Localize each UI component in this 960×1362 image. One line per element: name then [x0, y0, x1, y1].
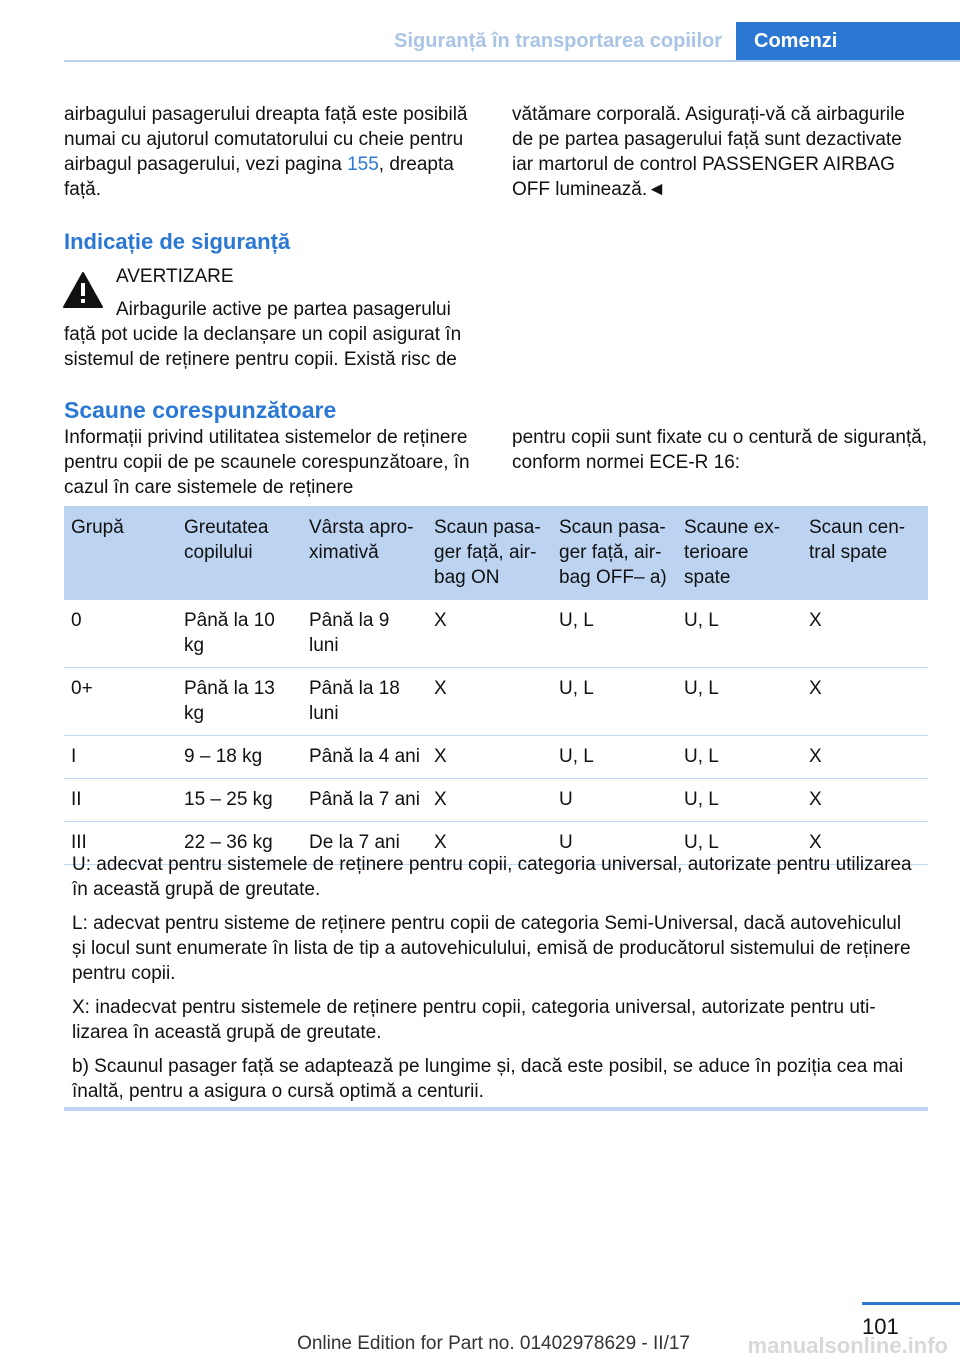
- header-cell: Scaun pasager față, airbag ON: [427, 506, 552, 600]
- header-cell: Scaun pasager față, airbag OFF– a): [552, 506, 677, 600]
- table-cell: U, L: [677, 779, 802, 822]
- intro-left-paragraph: [64, 102, 482, 202]
- header-cell: Vârsta aproximativă: [302, 506, 427, 600]
- table-row: [64, 668, 928, 736]
- intro-left-text-end: , dreapta față.: [64, 154, 454, 200]
- table-cell: X: [802, 822, 928, 865]
- table-cell: U: [552, 779, 677, 822]
- table-cell: X: [427, 779, 552, 822]
- footnote-l: L: adecvat pentru sisteme de reținere pentru copii de categoria Semi-Universal, dacă autovehiculul și locul sunt enumerate în lista de tip a autovehiculului, emisă de producătorul sistemului de reținere pentru copii.: [72, 913, 911, 984]
- header-cell: Greutatea copilului: [177, 506, 302, 600]
- table-cell: Până la 18 luni: [302, 668, 427, 736]
- table-cell: U, L: [677, 736, 802, 779]
- table-cell: De la 7 ani: [302, 822, 427, 865]
- table-header-row: [64, 506, 928, 600]
- child-seat-table: [64, 506, 928, 865]
- table-cell: U: [552, 822, 677, 865]
- table-cell: III: [64, 822, 177, 865]
- footnote-u: U: adecvat pentru sistemele de reținere pentru copii, categoria universal, autorizate pentru utilizarea în această grupă de greutate.: [72, 854, 912, 900]
- warning-title: AVERTIZARE: [116, 266, 234, 287]
- table-row: [64, 736, 928, 779]
- table-row: [64, 779, 928, 822]
- table-cell: X: [802, 668, 928, 736]
- seats-left-column: [64, 425, 482, 500]
- table-cell: 0: [64, 600, 177, 668]
- intro-left-text: airbagului pasagerului dreapta față este posibilă numai cu ajutorul comutatorului cu cheie pentru airbagul pasagerului, vezi pagina: [64, 104, 468, 175]
- intro-left-column: [64, 102, 482, 202]
- table-cell: Până la 7 ani: [302, 779, 427, 822]
- footer-divider: [862, 1302, 960, 1305]
- table-cell: U, L: [677, 668, 802, 736]
- table-cell: X: [427, 736, 552, 779]
- table-cell: Până la 13 kg: [177, 668, 302, 736]
- table-cell: 22 – 36 kg: [177, 822, 302, 865]
- table-cell: X: [802, 600, 928, 668]
- table-cell: X: [427, 668, 552, 736]
- table-cell: 15 – 25 kg: [177, 779, 302, 822]
- watermark-logo: manualsonline.info: [747, 1333, 948, 1358]
- table-cell: II: [64, 779, 177, 822]
- table-cell: U, L: [552, 668, 677, 736]
- table-cell: U, L: [552, 736, 677, 779]
- table-bottom-bar: [64, 1107, 928, 1111]
- intro-right-column: [512, 102, 928, 202]
- footnote-x: X: inadecvat pentru sistemele de reținere pentru copii, categoria universal, autorizate pentru utilizarea în această grupă de greutate.: [72, 997, 876, 1043]
- header-cell: Scaune exterioare spate: [677, 506, 802, 600]
- table-cell: X: [802, 736, 928, 779]
- seats-right-column: [512, 425, 928, 475]
- table-footnotes: [72, 852, 920, 1113]
- table-cell: X: [427, 600, 552, 668]
- page-number: 101: [862, 1314, 899, 1339]
- table-cell: I: [64, 736, 177, 779]
- table-cell: 9 – 18 kg: [177, 736, 302, 779]
- warning-text: Airbagurile active pe partea pasagerului față pot ucide la declanșare un copil asigurat în sistemul de reținere pentru copii. Există risc de: [64, 299, 462, 370]
- header-cell: Grupă: [64, 506, 177, 600]
- table-row: [64, 600, 928, 668]
- page-link-155[interactable]: 155: [347, 154, 379, 175]
- seats-right-paragraph: pentru copii sunt fixate cu o centură de siguranță, conform normei ECE-R 16:: [512, 427, 928, 473]
- safety-heading: Indicație de siguranță: [64, 229, 291, 254]
- table-cell: 0+: [64, 668, 177, 736]
- footnote-b: b) Scaunul pasager față se adaptează pe lungime și, dacă este posibil, se aduce în poziția cea mai înaltă, pentru a asigura o cursă optimă a centurii.: [72, 1056, 904, 1102]
- seats-heading: Scaune corespunzătoare: [64, 397, 337, 423]
- section-title: Siguranță în transportarea copiilor: [394, 30, 722, 52]
- table-cell: U, L: [552, 600, 677, 668]
- table-cell: Până la 4 ani: [302, 736, 427, 779]
- table-cell: Până la 9 luni: [302, 600, 427, 668]
- edition-info: Online Edition for Part no. 01402978629 - II/17: [297, 1333, 690, 1354]
- header-divider: [64, 60, 960, 62]
- table-cell: X: [802, 779, 928, 822]
- chapter-tab[interactable]: Comenzi: [736, 22, 960, 62]
- table-cell: Până la 10 kg: [177, 600, 302, 668]
- seats-left-paragraph: Informații privind utilitatea sistemelor de reținere pentru copii de pe scaunele corespunzătoare, în cazul în care sistemele de reținere: [64, 427, 470, 498]
- table-cell: X: [427, 822, 552, 865]
- table-cell: U, L: [677, 600, 802, 668]
- header-cell: Scaun central spate: [802, 506, 928, 600]
- intro-right-paragraph: vătămare corporală. Asigurați-vă că airbagurile de pe partea pasagerului față sunt dezactivate iar martorul de control PASSENGER AIRBAG OFF luminează.◄: [512, 104, 905, 200]
- table-cell: U, L: [677, 822, 802, 865]
